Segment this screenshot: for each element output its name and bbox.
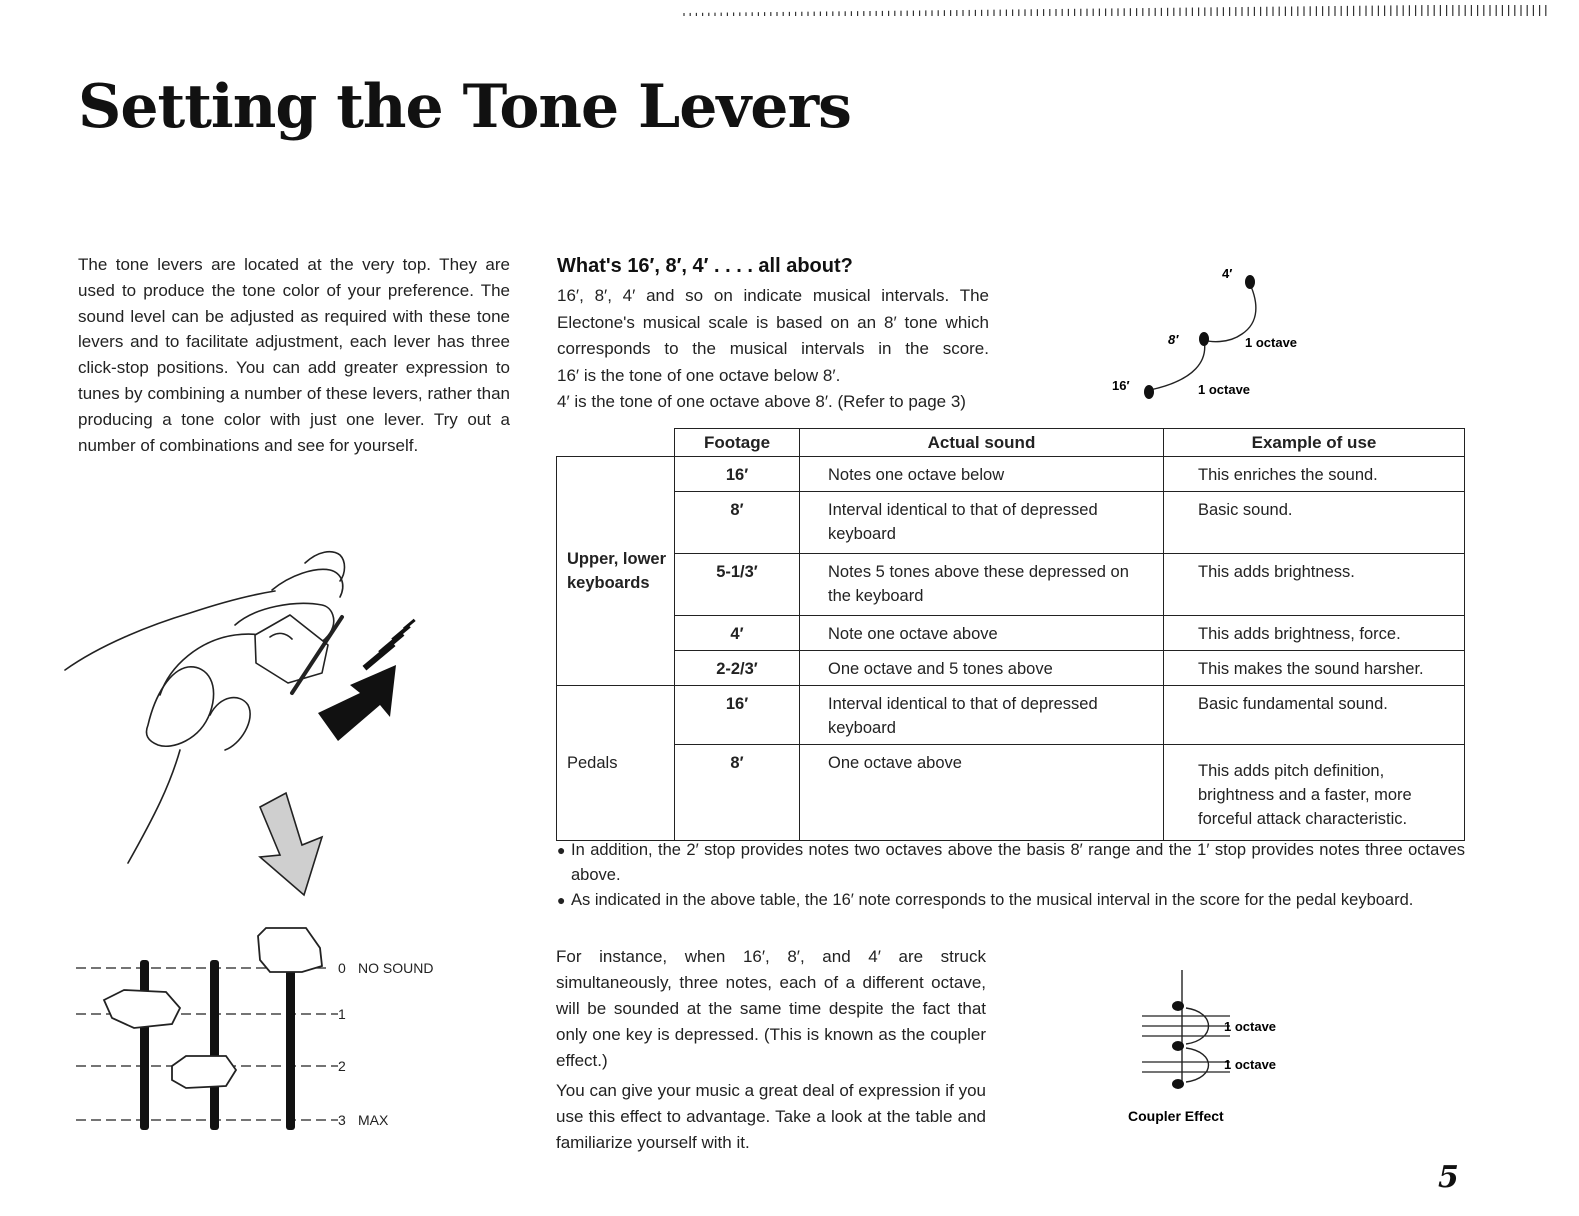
- use-cell: This enriches the sound.: [1164, 457, 1465, 492]
- hand-outline: [65, 591, 275, 670]
- coupler-caption: Coupler Effect: [1128, 1108, 1224, 1124]
- sound-cell: Interval identical to that of depressed keyboard: [800, 492, 1164, 554]
- section-heading: What's 16′, 8′, 4′ . . . . all about?: [557, 255, 853, 277]
- empty-header-cell: [557, 429, 675, 457]
- octave-label-lower: 1 octave: [1198, 382, 1251, 397]
- footage-table: [556, 428, 1465, 841]
- group-label: Upper, lower keyboards: [557, 457, 675, 686]
- use-cell: Basic sound.: [1164, 492, 1465, 554]
- scan-tick-marks: [680, 4, 1560, 18]
- bullet-icon: ●: [557, 892, 566, 908]
- note-head-8ft: [1199, 332, 1209, 346]
- page-number: 5: [1438, 1160, 1459, 1195]
- no-sound-label: NO SOUND: [358, 960, 434, 976]
- table-row: [557, 651, 1465, 686]
- position-labels: [338, 960, 433, 1128]
- footage-cell: 16′: [675, 457, 800, 492]
- footage-cell: 16′: [675, 686, 800, 745]
- section-line: corresponds to the musical intervals in the score.: [557, 339, 989, 358]
- notes-list: [555, 838, 1465, 913]
- footage-cell: 5-1/3′: [675, 554, 800, 616]
- sound-cell: Notes 5 tones above these depressed on the keyboard: [800, 554, 1164, 616]
- lever-knob-upper: [104, 990, 180, 1028]
- section-body: [557, 283, 989, 416]
- finger-outline: [210, 698, 250, 750]
- note-item: [555, 838, 1465, 888]
- sound-cell: Note one octave above: [800, 616, 1164, 651]
- group-label: Pedals: [557, 686, 675, 841]
- coupler-octave-label: 1 octave: [1224, 1019, 1277, 1034]
- sound-cell: Notes one octave below: [800, 457, 1164, 492]
- position-1-label: 1: [338, 1006, 346, 1022]
- note-head-mid: [1172, 1041, 1184, 1051]
- footage-cell: 8′: [675, 745, 800, 841]
- note-text: As indicated in the above table, the 16′ note corresponds to the musical interval in the score for the pedal keyboard.: [571, 891, 1414, 909]
- footage-cell: 8′: [675, 492, 800, 554]
- note-text: In addition, the 2′ stop provides notes two octaves above the basis 8′ range and the 1′ stop provides notes three octaves above.: [571, 841, 1465, 884]
- octave-label-upper: 1 octave: [1245, 335, 1298, 350]
- finger-outline: [272, 569, 343, 597]
- sound-cell: Interval identical to that of depressed keyboard: [800, 686, 1164, 745]
- octave-curve: [1204, 284, 1256, 342]
- sound-cell: One octave above: [800, 745, 1164, 841]
- use-cell: This makes the sound harsher.: [1164, 651, 1465, 686]
- down-arrow-icon: [260, 793, 322, 895]
- table-row: [557, 686, 1465, 745]
- table-header-row: [557, 429, 1465, 457]
- coupler-effect-diagram: [1120, 966, 1320, 1126]
- use-cell: This adds brightness.: [1164, 554, 1465, 616]
- section-line: 16′, 8′, 4′ and so on indicate musical intervals. The: [557, 286, 989, 305]
- note-head-4ft: [1245, 275, 1255, 289]
- column-header: Footage: [675, 429, 800, 457]
- note-head-high: [1172, 1001, 1184, 1011]
- lever-knob: [255, 615, 328, 683]
- wrist-outline: [128, 750, 180, 863]
- note-head-low: [1172, 1079, 1184, 1089]
- table-row: [557, 457, 1465, 492]
- position-2-label: 2: [338, 1058, 346, 1074]
- intro-paragraph: The tone levers are located at the very top. They are used to produce the tone color of your preference. The sound level can be adjusted as required with these tone levers and to facilitate adjustment, each lever has three click-stop positions. You can add greater expression to tunes by combining a number of these levers, rather than producing a tone color with just one lever. Try out a number of combinations and see for yourself.: [78, 255, 510, 455]
- note-head-16ft: [1144, 385, 1154, 399]
- max-label: MAX: [358, 1112, 389, 1128]
- column-header: Example of use: [1164, 429, 1465, 457]
- table-row: [557, 492, 1465, 554]
- bullet-icon: ●: [557, 842, 566, 858]
- note-item: [555, 888, 1465, 913]
- position-lines: [76, 968, 338, 1120]
- label-16ft: 16′: [1112, 378, 1130, 393]
- page-title: Setting the Tone Levers: [78, 72, 851, 142]
- octave-curve: [1150, 340, 1205, 390]
- use-cell: This adds pitch definition, brightness and a faster, more forceful attack characteristic.: [1164, 745, 1465, 841]
- column-header: Actual sound: [800, 429, 1164, 457]
- table-row: [557, 745, 1465, 841]
- section-line: 16′ is the tone of one octave below 8′.: [557, 365, 841, 385]
- section-line: 4′ is the tone of one octave above 8′. (Refer to page 3): [557, 392, 966, 411]
- lever-knob-lower: [172, 1056, 236, 1088]
- footage-cell: 2-2/3′: [675, 651, 800, 686]
- coupler-paragraph: You can give your music a great deal of expression if you use this effect to advantage. Take a look at the table and familiarize yourself with it.: [556, 1081, 986, 1152]
- coupler-paragraph: For instance, when 16′, 8′, and 4′ are struck simultaneously, three notes, each of a different octave, will be sounded at the same time despite the fact that only one key is depressed. (This is known as the coupler effect.): [556, 947, 986, 1070]
- coupler-octave-label: 1 octave: [1224, 1057, 1277, 1072]
- coupler-explanation: [556, 944, 986, 1160]
- lever-knob-top: [258, 928, 322, 972]
- label-8ft: 8′: [1168, 332, 1179, 347]
- use-cell: Basic fundamental sound.: [1164, 686, 1465, 745]
- lever-positions-diagram: [76, 920, 456, 1140]
- position-0-label: 0: [338, 960, 346, 976]
- hand-adjusting-lever-illustration: [60, 545, 440, 915]
- table-row: [557, 616, 1465, 651]
- lever-shafts: [140, 960, 295, 1130]
- octave-diagram: [1100, 262, 1340, 412]
- use-cell: This adds brightness, force.: [1164, 616, 1465, 651]
- motion-arrow-icon: [318, 619, 416, 741]
- position-3-label: 3: [338, 1112, 346, 1128]
- footage-cell: 4′: [675, 616, 800, 651]
- table-row: [557, 554, 1465, 616]
- section-line: Electone's musical scale is based on an 8′ tone which: [557, 312, 989, 332]
- sound-cell: One octave and 5 tones above: [800, 651, 1164, 686]
- label-4ft: 4′: [1222, 266, 1233, 281]
- thumb-outline: [146, 667, 213, 746]
- octave-bracket: [1186, 1048, 1209, 1082]
- finger-outline: [305, 552, 345, 581]
